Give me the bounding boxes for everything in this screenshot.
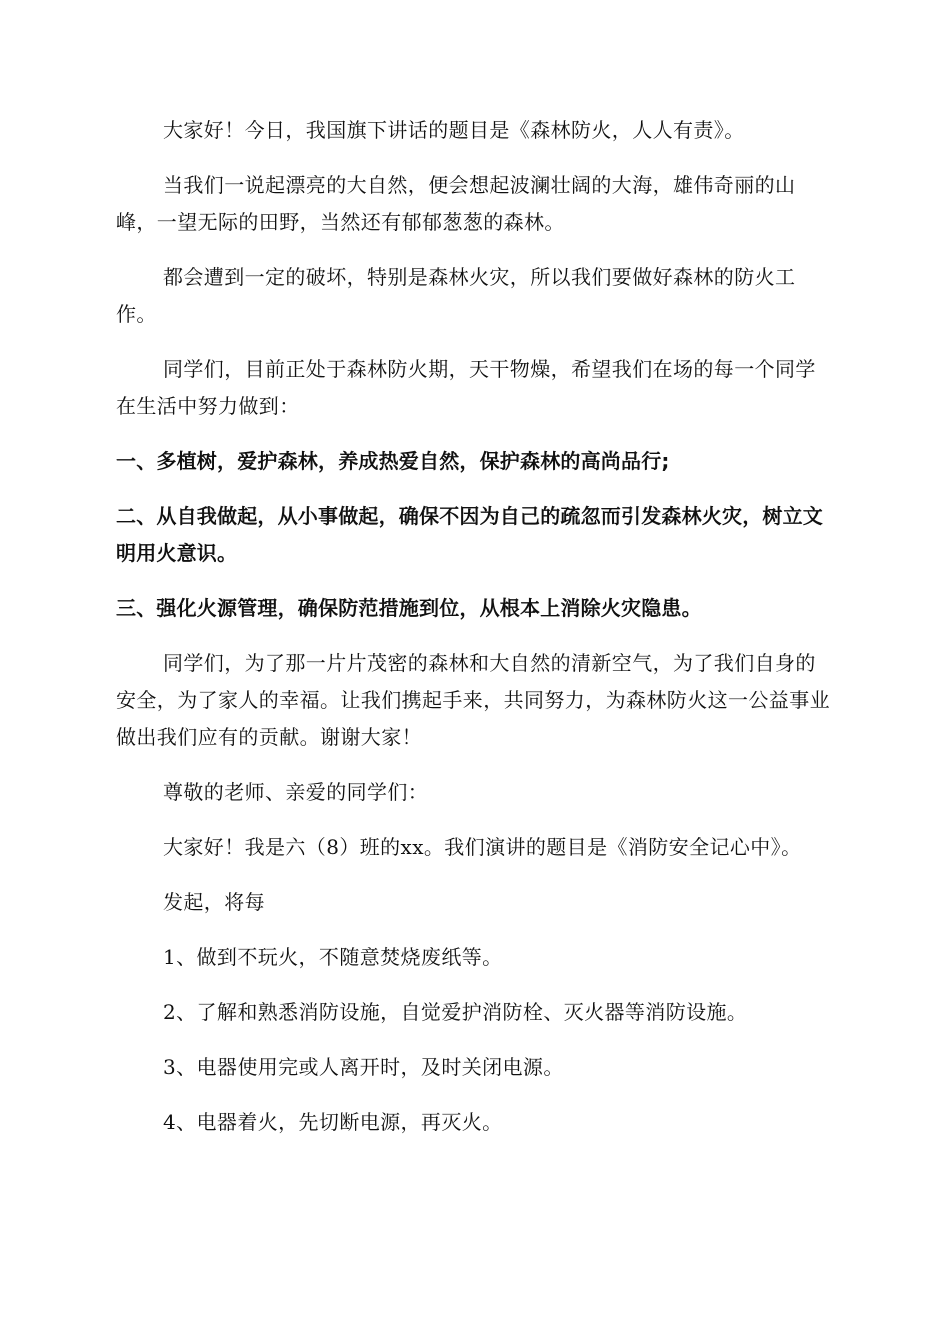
list-item-3: 3、电器使用完或人离开时，及时关闭电源。 <box>163 1055 564 1079</box>
paragraph-greeting: 大家好！今日，我国旗下讲话的题目是《森林防火，人人有责》。 <box>163 118 745 142</box>
list-item-2: 2、了解和熟悉消防设施，自觉爱护消防栓、灭火器等消防设施。 <box>163 1000 748 1024</box>
list-item-4: 4、电器着火，先切断电源，再灭火。 <box>163 1110 503 1134</box>
paragraph-intro: 大家好！我是六（8）班的xx。我们演讲的题目是《消防安全记心中》。 <box>163 835 802 859</box>
list-item-bold-2: 二、从自我做起，从小事做起，确保不因为自己的疏忽而引发森林火灾，树立文明用火意识。 <box>116 504 823 565</box>
paragraph-salutation: 尊敬的老师、亲爱的同学们： <box>163 780 429 804</box>
list-item-1: 1、做到不玩火，不随意焚烧废纸等。 <box>163 945 503 969</box>
paragraph-fire-season: 同学们，目前正处于森林防火期，天干物燥，希望我们在场的每一个同学在生活中努力做到： <box>116 357 816 418</box>
paragraph-nature: 当我们一说起漂亮的大自然，便会想起波澜壮阔的大海，雄伟奇丽的山峰，一望无际的田野，当然还有郁郁葱葱的森林。 <box>116 173 796 234</box>
paragraph-closing: 同学们，为了那一片片茂密的森林和大自然的清新空气，为了我们自身的安全，为了家人的幸福。让我们携起手来，共同努力，为森林防火这一公益事业做出我们应有的贡献。谢谢大家！ <box>116 651 830 749</box>
list-item-bold-3: 三、强化火源管理，确保防范措施到位，从根本上消除火灾隐患。 <box>116 596 702 620</box>
list-item-bold-1: 一、多植树，爱护森林，养成热爱自然，保护森林的高尚品行; <box>116 449 670 473</box>
paragraph-initiative: 发起，将每 <box>163 890 265 914</box>
document-body <box>116 112 836 1159</box>
paragraph-damage: 都会遭到一定的破坏，特别是森林火灾，所以我们要做好森林的防火工作。 <box>116 265 796 326</box>
